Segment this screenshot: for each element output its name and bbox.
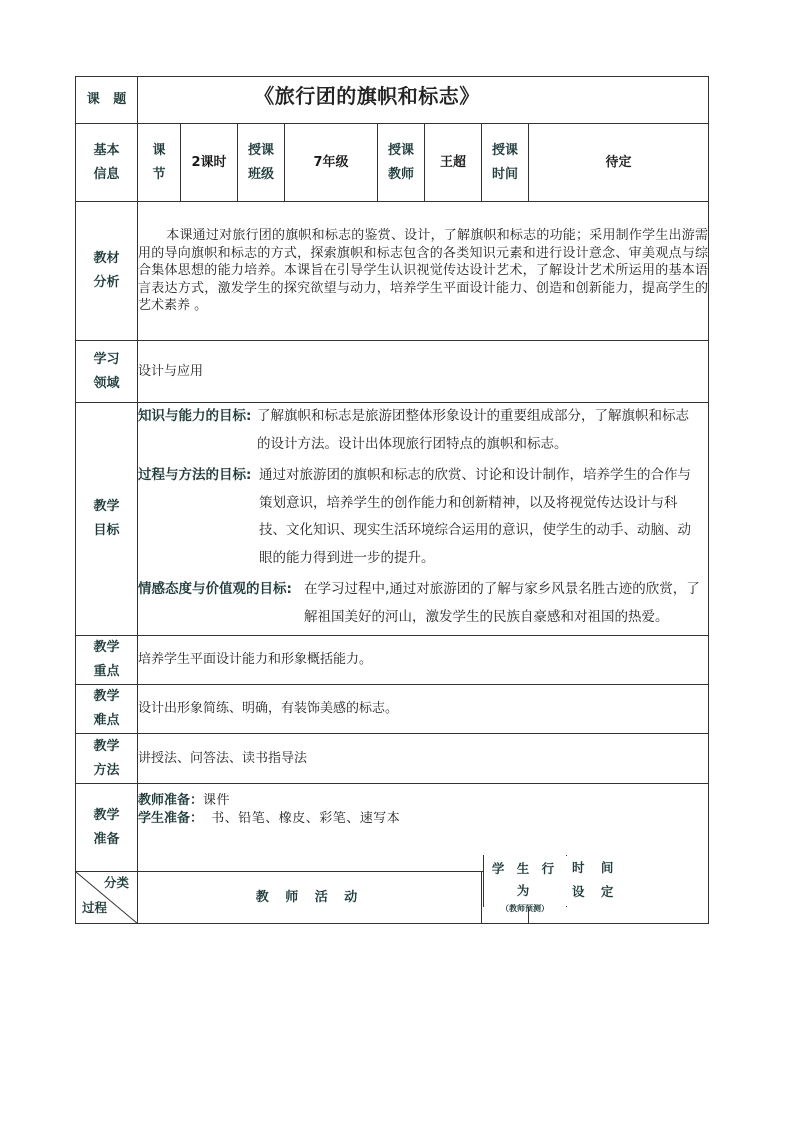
class-label-line1: 授课 bbox=[247, 142, 274, 158]
student-prep bbox=[138, 810, 708, 828]
domain-text: 设计与应用 bbox=[138, 341, 709, 403]
difficulties-text: 设计出形象简练、明确，有装饰美感的标志。 bbox=[138, 685, 709, 734]
key-points-text: 培养学生平面设计能力和形象概括能力。 bbox=[138, 636, 709, 685]
class-label-line2: 班级 bbox=[247, 166, 274, 182]
preparation-label-line1: 教学 bbox=[93, 807, 120, 823]
difficulties-label-line1: 教学 bbox=[93, 689, 120, 704]
title-label-b: 题 bbox=[113, 92, 127, 107]
difficulties-label-line2: 难点 bbox=[93, 713, 120, 728]
analysis-cell bbox=[138, 202, 709, 341]
key-points-label bbox=[76, 636, 138, 685]
domain-label-line1: 学习 bbox=[93, 351, 120, 367]
objectives-cell bbox=[138, 403, 709, 636]
domain-row bbox=[76, 341, 709, 403]
methods-label-line2: 方法 bbox=[93, 762, 120, 778]
difficulties-row bbox=[76, 685, 709, 734]
teacher-prep-value: 课件 bbox=[203, 793, 231, 808]
title-row bbox=[76, 77, 709, 124]
teacher-label bbox=[378, 124, 425, 202]
class-value: 7年级 bbox=[285, 124, 378, 202]
objective-label: 情感态度与价值观的目标: bbox=[138, 581, 292, 597]
objectives-label-line1: 教学 bbox=[93, 499, 120, 514]
basic-info-label-line2: 信息 bbox=[93, 166, 120, 182]
key-points-label-line1: 教学 bbox=[93, 640, 120, 655]
analysis-row bbox=[76, 202, 709, 341]
objective-item bbox=[138, 403, 708, 458]
objective-text: 在学习过程中,通过对旅游团的了解与家乡风景名胜古迹的欣赏，了解祖国美好的河山，激发学生的民族自豪感和对祖国的热爱。 bbox=[304, 581, 700, 625]
time-label-line2: 时间 bbox=[491, 166, 518, 182]
student-behavior-block bbox=[483, 855, 567, 913]
student-prep-value: 书、铅笔、橡皮、彩笔、速写本 bbox=[211, 810, 401, 826]
time-setting-line1: 时 间 bbox=[572, 860, 620, 875]
objective-text: 了解旗帜和标志是旅游团整体形象设计的重要组成部分，了解旗帜和标志的设计方法。设计出体现旅行团特点的旗帜和标志。 bbox=[257, 408, 689, 452]
basic-info-label bbox=[76, 124, 138, 202]
diag-bottom-label: 过程 bbox=[82, 900, 108, 916]
teacher-activity-header: 教 师 活 动 bbox=[138, 872, 482, 924]
student-behavior-label: 学 生 行 为 bbox=[491, 861, 559, 898]
methods-text: 讲授法、问答法、读书指导法 bbox=[138, 734, 709, 784]
process-header-overlay bbox=[483, 855, 708, 913]
section-label-line2: 节 bbox=[152, 166, 166, 182]
student-behavior-note: （教师预测） bbox=[501, 904, 549, 913]
page-title: 《旅行团的旗帜和标志》 bbox=[254, 83, 480, 108]
objective-label: 过程与方法的目标: bbox=[138, 467, 252, 483]
objectives-row bbox=[76, 403, 709, 636]
objective-item bbox=[138, 462, 708, 572]
time-setting-line2: 设 定 bbox=[572, 884, 620, 899]
student-prep-label: 学生准备： bbox=[138, 810, 204, 826]
diag-top-label: 分类 bbox=[103, 875, 129, 890]
class-label bbox=[238, 124, 285, 202]
time-value: 待定 bbox=[529, 124, 709, 202]
analysis-label bbox=[76, 202, 138, 341]
domain-label-line2: 领域 bbox=[93, 375, 120, 391]
section-label bbox=[138, 124, 181, 202]
objective-text: 通过对旅游团的旗帜和标志的欣赏、讨论和设计制作，培养学生的合作与策划意识，培养学生的创作能力和创新精神，以及将视觉传达设计与科技、文化知识、现实生活环境综合运用的意识，使学生的动手、动脑、动眼的能力得到进一步的提升。 bbox=[259, 467, 691, 566]
teacher-label-line2: 教师 bbox=[387, 166, 414, 182]
objectives-label bbox=[76, 403, 138, 636]
title-label-a: 课 bbox=[86, 92, 100, 107]
time-label bbox=[482, 124, 529, 202]
teacher-label-line1: 授课 bbox=[387, 142, 414, 158]
analysis-label-line2: 分析 bbox=[93, 275, 120, 290]
methods-label-line1: 教学 bbox=[93, 738, 120, 754]
objective-label: 知识与能力的目标: bbox=[138, 408, 252, 424]
lesson-plan-table bbox=[75, 76, 709, 924]
process-diagonal-cell bbox=[76, 872, 138, 924]
methods-label bbox=[76, 734, 138, 784]
objectives-label-line2: 目标 bbox=[93, 523, 120, 538]
analysis-label-line1: 教材 bbox=[93, 251, 120, 266]
methods-row bbox=[76, 734, 709, 784]
difficulties-label bbox=[76, 685, 138, 734]
time-setting-block bbox=[566, 856, 708, 906]
key-points-row bbox=[76, 636, 709, 685]
teacher-value: 王超 bbox=[425, 124, 482, 202]
preparation-label-line2: 准备 bbox=[93, 831, 120, 847]
title-label bbox=[76, 77, 138, 124]
preparation-label bbox=[76, 784, 138, 872]
section-label-line1: 课 bbox=[152, 142, 166, 158]
analysis-text: 本课通过对旅行团的旗帜和标志的鉴赏、设计，了解旗帜和标志的功能；采用制作学生出游需用的导向旗帜和标志的方式，探索旗帜和标志包含的各类知识元素和进行设计意念、审美观点与综合集体思想的能力培养。本课旨在引导学生认识视觉传达设计艺术，了解设计艺术所运用的基本语言表达方式，激发学生的探究欲望与动力，培养学生平面设计能力、创造和创新能力，提高学生的艺术素养 。 bbox=[138, 228, 708, 314]
teacher-prep-label: 教师准备： bbox=[138, 793, 204, 808]
key-points-label-line2: 重点 bbox=[93, 664, 120, 679]
basic-info-row bbox=[76, 124, 709, 202]
domain-label bbox=[76, 341, 138, 403]
objective-item bbox=[138, 576, 708, 631]
basic-info-label-line1: 基本 bbox=[93, 142, 120, 158]
time-label-line1: 授课 bbox=[491, 142, 518, 158]
teacher-prep bbox=[138, 792, 708, 810]
section-value: 2课时 bbox=[181, 124, 238, 202]
title-cell bbox=[138, 77, 709, 124]
